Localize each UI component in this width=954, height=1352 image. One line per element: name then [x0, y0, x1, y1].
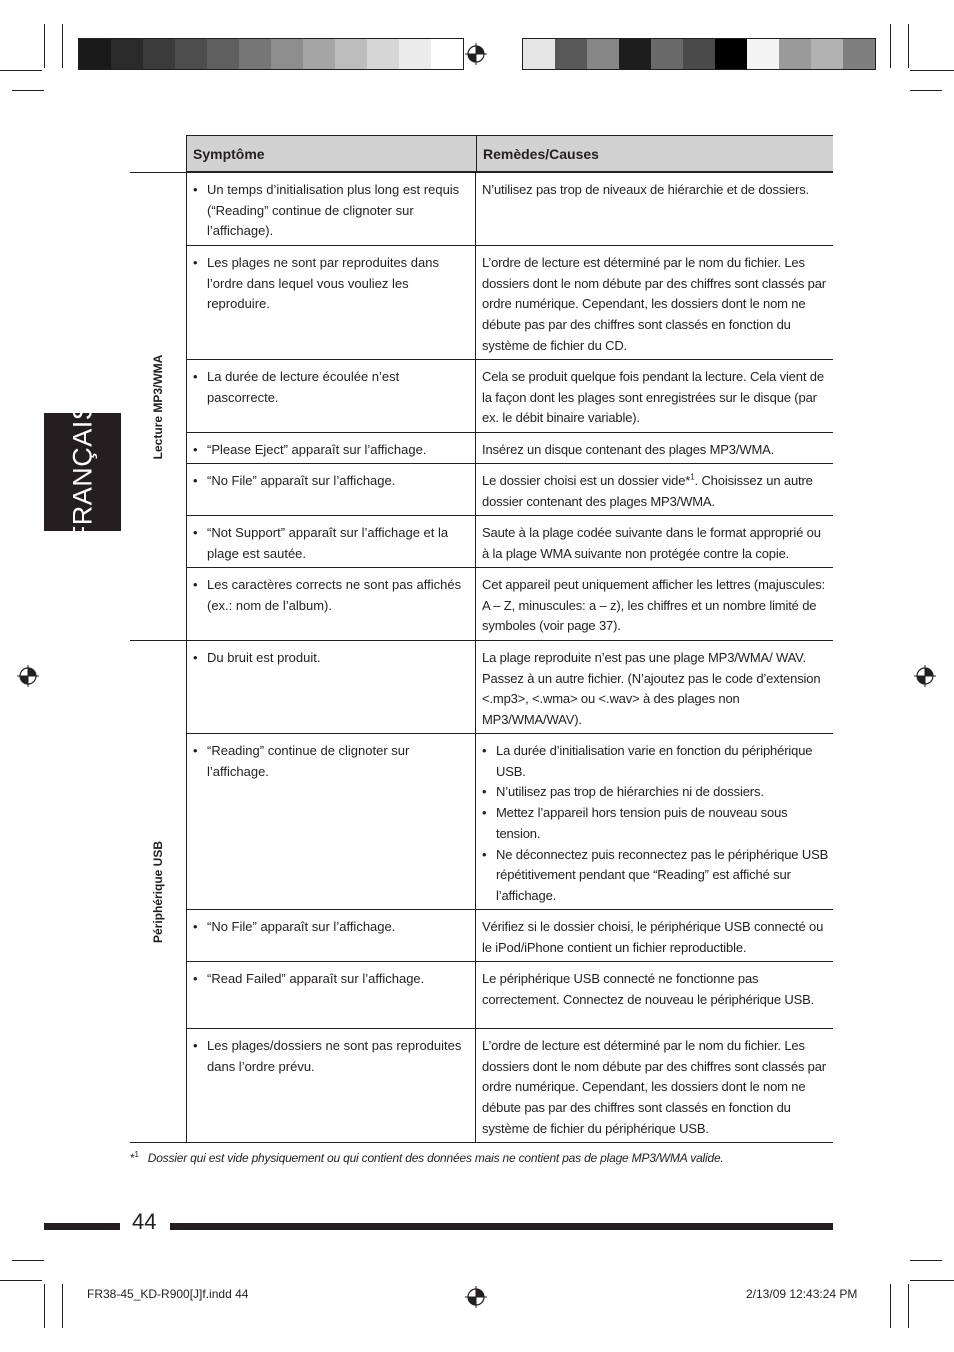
color-swatch	[587, 39, 619, 69]
crop-mark	[44, 24, 45, 68]
remedy-cell: L’ordre de lecture est déterminé par le nom du fichier. Les dossiers dont le nom débute par des chiffres sont classés par ordre numérique. Cependant, les dossiers dont le nom ne débute pas par des chiffres sont classés en fonction du système de fichier du périphérique USB.	[482, 1038, 826, 1136]
bullet: •	[482, 784, 487, 800]
table-row	[186, 432, 833, 463]
color-swatch	[143, 39, 175, 69]
crop-mark	[0, 70, 42, 71]
remedy-cell	[476, 734, 833, 909]
symptom-text: Les plages/dossiers ne sont pas reproduites dans l’ordre prévu.	[207, 1038, 462, 1074]
registration-target-icon	[465, 1286, 487, 1308]
symptom-text: Un temps d’initialisation plus long est requis (“Reading” continue de clignoter sur l’affichage).	[207, 182, 460, 239]
symptom-text: “Read Failed” apparaît sur l’affichage.	[207, 971, 425, 986]
page-rule-left	[44, 1223, 120, 1230]
footnote-text: Dossier qui est vide physiquement ou qui contient des données mais ne contient pas de plage MP3/WMA valide.	[147, 1151, 724, 1165]
symptom-cell	[187, 641, 476, 733]
table-row	[186, 359, 833, 432]
symptom-text: Du bruit est produit.	[207, 650, 321, 665]
crop-mark	[910, 70, 954, 71]
bullet: •	[193, 473, 198, 488]
crop-mark	[44, 1284, 45, 1328]
symptom-cell	[187, 516, 476, 567]
symptom-cell	[187, 433, 476, 463]
color-swatch	[207, 39, 239, 69]
color-swatch	[271, 39, 303, 69]
table-row	[186, 909, 833, 961]
remedy-cell: L’ordre de lecture est déterminé par le nom du fichier. Les dossiers dont le nom débute par des chiffres sont classés par ordre numérique. Cependant, les dossiers dont le nom ne débute pas par des chiffres sont classés en fonction du système de fichier du CD.	[482, 255, 826, 353]
symptom-text: “Not Support” apparaît sur l’affichage et la plage est sautée.	[207, 525, 449, 561]
color-swatch	[367, 39, 399, 69]
crop-mark	[62, 24, 63, 68]
symptom-cell	[187, 246, 476, 359]
crop-mark	[910, 1280, 954, 1281]
symptom-cell	[187, 962, 476, 1028]
color-swatch	[111, 39, 143, 69]
registration-target-icon	[17, 665, 39, 687]
crop-mark	[908, 1284, 909, 1328]
header-remedy: Remèdes/Causes	[476, 135, 833, 172]
section-label-text: Périphérique USB	[151, 840, 165, 943]
remedy-cell: Cet appareil peut uniquement afficher les lettres (majuscules: A – Z, minuscules: a – z), les chiffres et un nombre limité de symboles (voir page 37).	[482, 577, 826, 634]
color-swatch	[175, 39, 207, 69]
section-lecture-mp3-wma	[130, 172, 833, 641]
symptom-cell	[187, 734, 476, 909]
section-label	[130, 641, 186, 1142]
crop-mark	[890, 1284, 891, 1328]
registration-target-icon	[465, 43, 487, 65]
symptom-text: Les caractères corrects ne sont pas affichés (ex.: nom de l’album).	[207, 577, 462, 613]
bullet: •	[193, 442, 198, 457]
remedy-list-item: La durée d’initialisation varie en fonction du périphérique USB.	[496, 743, 813, 779]
page-number: 44	[132, 1209, 157, 1234]
header-symptom: Symptôme	[186, 135, 476, 172]
symptom-text: “No File” apparaît sur l’affichage.	[207, 473, 396, 488]
bullet: •	[482, 805, 487, 821]
section-peripherique-usb	[130, 641, 833, 1143]
bullet: •	[193, 919, 198, 934]
remedy-text: Le dossier choisi est un dossier vide*	[482, 473, 691, 488]
troubleshooting-table	[130, 135, 833, 1143]
remedy-cell: Saute à la plage codée suivante dans le format approprié ou à la plage WMA suivante non protégée contre la copie.	[482, 525, 821, 561]
slug-file-info: FR38-45_KD-R900[J]f.indd 44	[87, 1287, 249, 1301]
section-label	[130, 173, 186, 640]
color-calibration-bar-left	[78, 38, 464, 70]
registration-target-icon	[914, 665, 936, 687]
remedy-cell: Le périphérique USB connecté ne fonctionne pas correctement. Connectez de nouveau le périphérique USB.	[482, 971, 815, 1007]
bullet: •	[193, 743, 198, 758]
bullet: •	[482, 743, 487, 758]
bullet: •	[193, 1038, 198, 1053]
crop-mark	[12, 90, 44, 91]
color-swatch	[715, 39, 747, 69]
page-rule-right	[170, 1223, 833, 1230]
bullet: •	[193, 577, 198, 592]
symptom-cell	[187, 910, 476, 961]
language-tab	[44, 401, 121, 543]
slug-datetime: 2/13/09 12:43:24 PM	[746, 1287, 858, 1301]
color-swatch	[335, 39, 367, 69]
remedy-cell: Vérifiez si le dossier choisi, le périphérique USB connecté ou le iPod/iPhone contient un fichier reproductible.	[482, 919, 824, 955]
color-swatch	[651, 39, 683, 69]
remedy-cell: N’utilisez pas trop de niveaux de hiérarchie et de dossiers.	[482, 182, 810, 197]
symptom-text: Les plages ne sont par reproduites dans l’ordre dans lequel vous vouliez les reproduire.	[207, 255, 439, 312]
footnote-mark-star: *	[130, 1151, 135, 1165]
remedy-cell: Cela se produit quelque fois pendant la lecture. Cela vient de la façon dont les plages sont enregistrées sur le disque (par ex. le débit binaire variable).	[482, 369, 824, 426]
color-swatch	[523, 39, 555, 69]
table-row	[186, 961, 833, 1028]
remedy-cell: Insérez un disque contenant des plages MP3/WMA.	[482, 442, 775, 457]
table-row	[186, 515, 833, 567]
symptom-text: “Reading” continue de clignoter sur l’affichage.	[207, 743, 410, 779]
color-swatch	[239, 39, 271, 69]
table-row	[186, 245, 833, 359]
symptom-cell	[187, 568, 476, 640]
table-row	[186, 641, 833, 733]
symptom-text: “No File” apparaît sur l’affichage.	[207, 919, 396, 934]
symptom-cell	[187, 173, 476, 245]
color-swatch	[843, 39, 875, 69]
color-swatch	[747, 39, 779, 69]
symptom-cell	[187, 464, 476, 515]
remedy-cell	[476, 464, 833, 515]
remedy-list-item: N’utilisez pas trop de hiérarchies ni de dossiers.	[496, 784, 764, 800]
symptom-text: “Please Eject” apparaît sur l’affichage.	[207, 442, 427, 457]
crop-mark	[0, 1280, 42, 1281]
color-swatch	[399, 39, 431, 69]
bullet: •	[193, 525, 198, 540]
remedy-cell: La plage reproduite n’est pas une plage MP3/WMA/ WAV. Passez à un autre fichier. (N’ajoutez pas le code d’extension <.mp3>, <.wma> ou <.wav> à des plages non MP3/WMA/WAV).	[482, 650, 821, 728]
bullet: •	[193, 369, 198, 384]
footnote	[130, 1151, 724, 1165]
table-row	[186, 567, 833, 640]
color-swatch	[79, 39, 111, 69]
color-swatch	[811, 39, 843, 69]
color-swatch	[555, 39, 587, 69]
table-row	[186, 463, 833, 515]
bullet: •	[193, 650, 198, 665]
crop-mark	[890, 24, 891, 68]
remedy-list-item: Mettez l’appareil hors tension puis de nouveau sous tension.	[496, 805, 788, 841]
footnote-mark	[130, 1151, 139, 1165]
table-header	[130, 135, 833, 172]
table-row	[186, 173, 833, 245]
color-swatch	[431, 39, 463, 69]
footnote-ref: 1	[690, 472, 695, 482]
language-tab-label: FRANÇAIS	[67, 401, 97, 543]
symptom-cell	[187, 360, 476, 432]
remedy-list-item: Ne déconnectez puis reconnectez pas le périphérique USB répétitivement pendant que “Reading” est affiché sur l’affichage.	[496, 846, 829, 903]
color-swatch	[683, 39, 715, 69]
color-swatch	[619, 39, 651, 69]
color-swatch	[779, 39, 811, 69]
color-swatch	[303, 39, 335, 69]
remedy-text: . Choisissez un autre dossier contenant des plages MP3/WMA.	[482, 473, 813, 509]
crop-mark	[910, 90, 942, 91]
section-label-text: Lecture MP3/WMA	[151, 354, 165, 459]
bullet: •	[482, 846, 487, 862]
bullet: •	[193, 255, 198, 270]
table-row	[186, 733, 833, 909]
footnote-mark-number: 1	[134, 1150, 139, 1159]
bullet: •	[193, 971, 198, 986]
symptom-text: La durée de lecture écoulée n’est pascorrecte.	[207, 369, 400, 405]
table-row	[186, 1028, 833, 1142]
crop-mark	[62, 1284, 63, 1328]
crop-mark	[910, 1260, 942, 1261]
bullet: •	[193, 182, 198, 197]
color-calibration-bar-right	[522, 38, 876, 70]
crop-mark	[908, 24, 909, 68]
symptom-cell	[187, 1029, 476, 1142]
crop-mark	[12, 1260, 44, 1261]
